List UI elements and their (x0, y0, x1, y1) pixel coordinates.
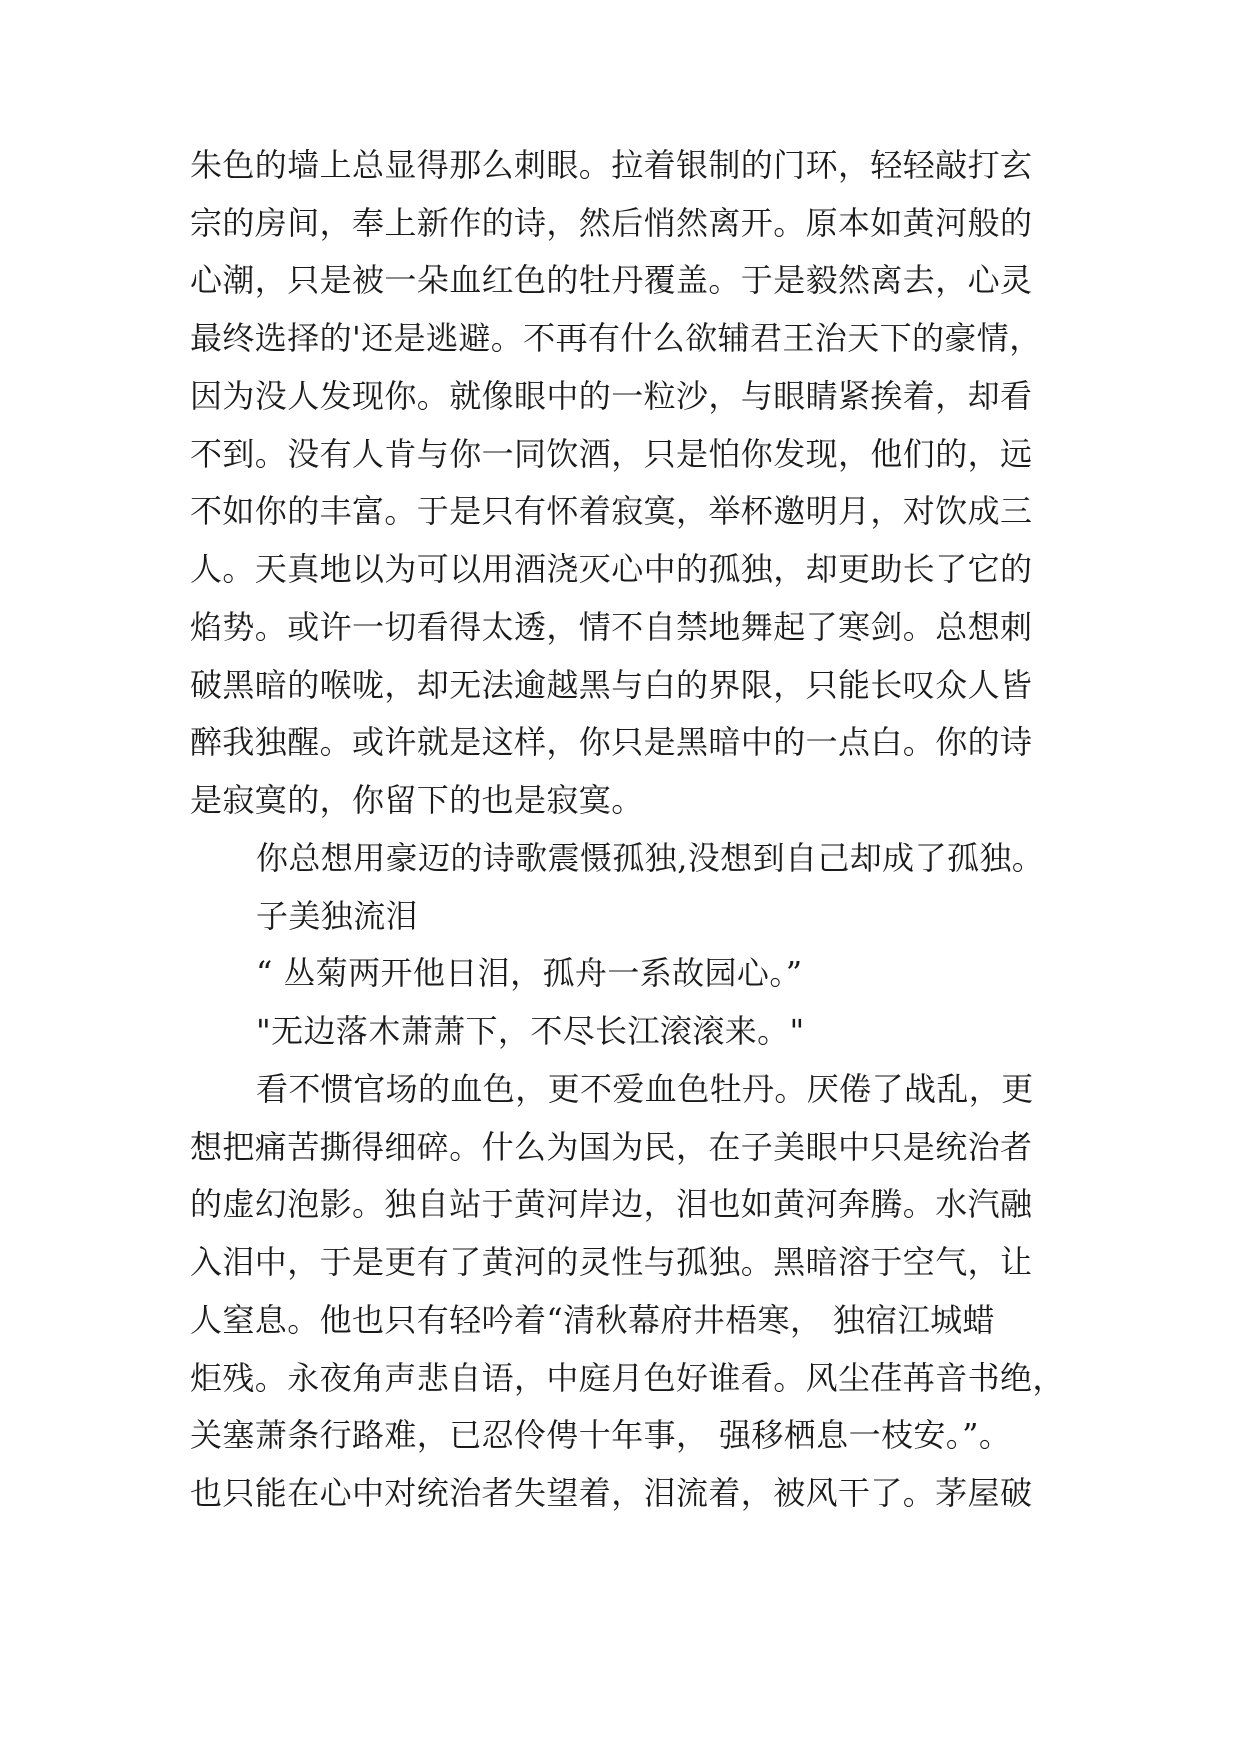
text-line: 人窒息。他也只有轻吟着“清秋幕府井梧寒， 独宿江城蜡 (190, 1301, 995, 1339)
text-line: 人。天真地以为可以用酒浇灭心中的孤独，却更助长了它的 (190, 550, 1033, 588)
text-line: 的虚幻泡影。独自站于黄河岸边，泪也如黄河奔腾。水汽融 (190, 1185, 1033, 1223)
text-line: 也只能在心中对统治者失望着，泪流着，被风干了。茅屋破 (190, 1474, 1033, 1512)
text-line: 关塞萧条行路难，已忍伶俜十年事， 强移栖息一枝安。”。 (190, 1416, 1012, 1454)
text-line: 不如你的丰富。于是只有怀着寂寞，举杯邀明月，对饮成三 (190, 492, 1033, 530)
text-line: 想把痛苦撕得细碎。什么为国为民，在子美眼中只是统治者 (190, 1128, 1033, 1166)
text-line: 是寂寞的，你留下的也是寂寞。 (190, 781, 644, 819)
quote-line: "无边落木萧萧下，不尽长江滚滚来。" (256, 1012, 805, 1050)
text-line: 炬残。永夜角声悲自语，中庭月色好谁看。风尘荏苒音书绝， (190, 1359, 1065, 1397)
text-line: 醉我独醒。或许就是这样，你只是黑暗中的一点白。你的诗 (190, 723, 1033, 761)
text-line: 宗的房间，奉上新作的诗，然后悄然离开。原本如黄河般的 (190, 204, 1033, 242)
quote-line: “ 丛菊两开他日泪，孤舟一系故园心。” (256, 954, 803, 992)
text-line: 朱色的墙上总显得那么刺眼。拉着银制的门环，轻轻敲打玄 (190, 146, 1033, 184)
text-line: 入泪中，于是更有了黄河的灵性与孤独。黑暗溶于空气，让 (190, 1243, 1033, 1281)
text-line: 因为没人发现你。就像眼中的一粒沙，与眼睛紧挨着，却看 (190, 377, 1033, 415)
text-line: 最终选择的'还是逃避。不再有什么欲辅君王治天下的豪情， (190, 319, 1042, 357)
text-line: 心潮，只是被一朵血红色的牡丹覆盖。于是毅然离去，心灵 (190, 261, 1033, 299)
text-line: 不到。没有人肯与你一同饮酒，只是怕你发现，他们的，远 (190, 435, 1033, 473)
section-heading: 子美独流泪 (256, 897, 419, 935)
text-line: 破黑暗的喉咙，却无法逾越黑与白的界限，只能长叹众人皆 (190, 666, 1033, 704)
text-line: 焰势。或许一切看得太透，情不自禁地舞起了寒剑。总想刺 (190, 608, 1033, 646)
text-line: 你总想用豪迈的诗歌震慑孤独,没想到自己却成了孤独。 (256, 839, 1045, 877)
text-line: 看不惯官场的血色，更不爱血色牡丹。厌倦了战乱，更 (256, 1070, 1034, 1108)
